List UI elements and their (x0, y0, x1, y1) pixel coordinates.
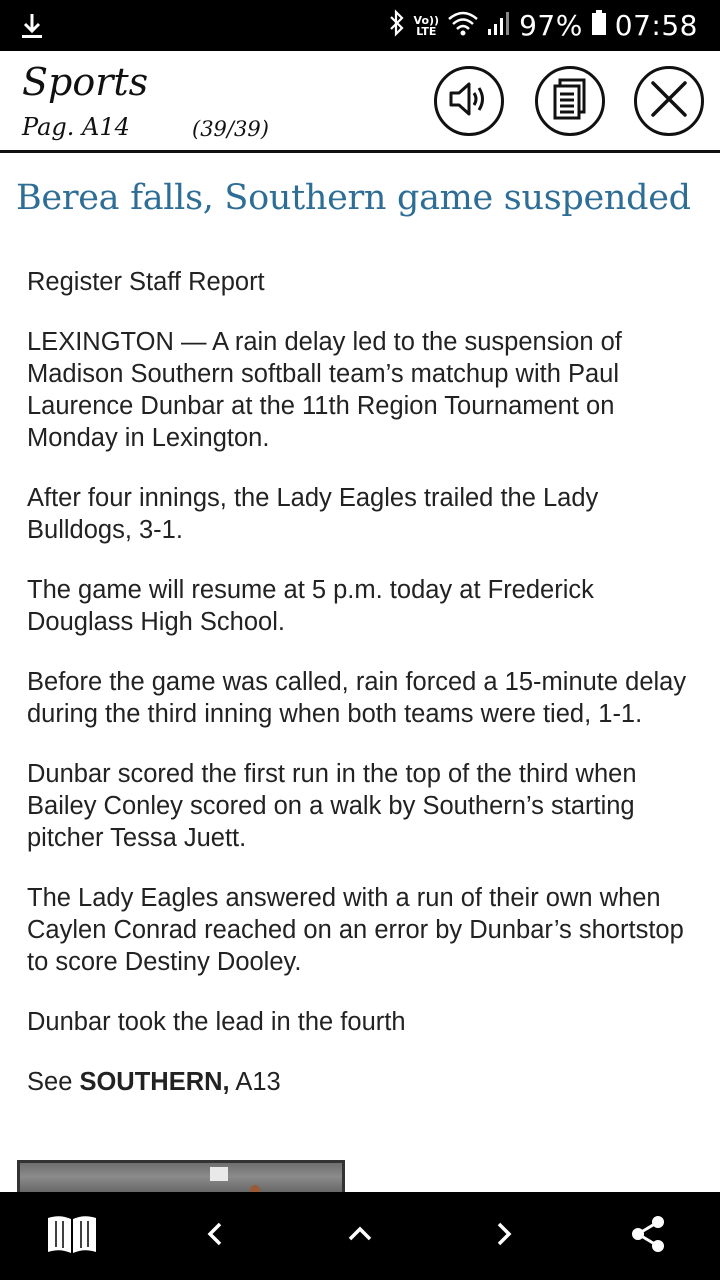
article-headline: Berea falls, Southern game suspended (16, 178, 691, 218)
paragraph: Dunbar took the lead in the fourth (27, 1008, 406, 1036)
paragraph: After four innings, the Lady Eagles trailed the Lady Bulldogs, 3-1. (27, 484, 599, 544)
continued-page: A13 (229, 1068, 281, 1096)
chevron-right-icon (494, 1220, 514, 1253)
paragraph: The game will resume at 5 p.m. today at Frederick Douglass High School. (27, 576, 594, 636)
paragraph: Before the game was called, rain forced a 15-minute delay during the third inning when both teams were tied, 1-1. (27, 668, 687, 728)
article-body (27, 266, 697, 1126)
chevron-up-icon (346, 1224, 374, 1249)
signal-icon (487, 9, 511, 42)
bottom-navigation (0, 1192, 720, 1280)
close-button[interactable] (634, 66, 704, 136)
share-icon (629, 1214, 667, 1259)
page-up-button[interactable] (320, 1192, 400, 1280)
wifi-icon (447, 9, 479, 42)
paragraph: Dunbar scored the first run in the top of the third when Bailey Conley scored on a walk by Southern’s starting pitcher Tessa Juett. (27, 760, 637, 852)
library-button[interactable] (32, 1192, 112, 1280)
text-view-button[interactable] (535, 66, 605, 136)
previous-page-button[interactable] (175, 1192, 255, 1280)
clock: 07:58 (614, 9, 698, 42)
paragraph: The Lady Eagles answered with a run of their own when Caylen Conrad reached on an error by Dunbar’s shortstop to score Destiny Dooley. (27, 884, 684, 976)
page-count: (39/39) (192, 117, 269, 141)
article-content[interactable] (0, 156, 720, 1192)
status-bar (0, 0, 720, 51)
paragraph: LEXINGTON — A rain delay led to the suspension of Madison Southern softball team’s matchup with Paul Laurence Dunbar at the 11th Region Tournament on Monday in Lexington. (27, 328, 622, 452)
article-header (0, 51, 720, 153)
next-page-button[interactable] (464, 1192, 544, 1280)
article-photo[interactable] (17, 1160, 345, 1192)
battery-percent: 97% (519, 9, 583, 42)
battery-icon (591, 9, 607, 42)
book-icon (46, 1212, 98, 1261)
document-icon (550, 77, 590, 126)
bluetooth-icon (388, 9, 406, 42)
download-icon (20, 12, 44, 45)
speaker-icon (447, 79, 491, 124)
section-title: Sports (22, 60, 149, 104)
byline: Register Staff Report (27, 268, 265, 296)
continued-section: SOUTHERN, (79, 1068, 230, 1096)
volte-indicator: Vo)) LTE (413, 13, 440, 38)
close-icon (649, 79, 689, 124)
continued-reference[interactable]: See SOUTHERN, A13 (27, 1068, 281, 1096)
page-label: Pag. A14 (22, 113, 130, 141)
chevron-left-icon (205, 1220, 225, 1253)
read-aloud-button[interactable] (434, 66, 504, 136)
share-button[interactable] (608, 1192, 688, 1280)
